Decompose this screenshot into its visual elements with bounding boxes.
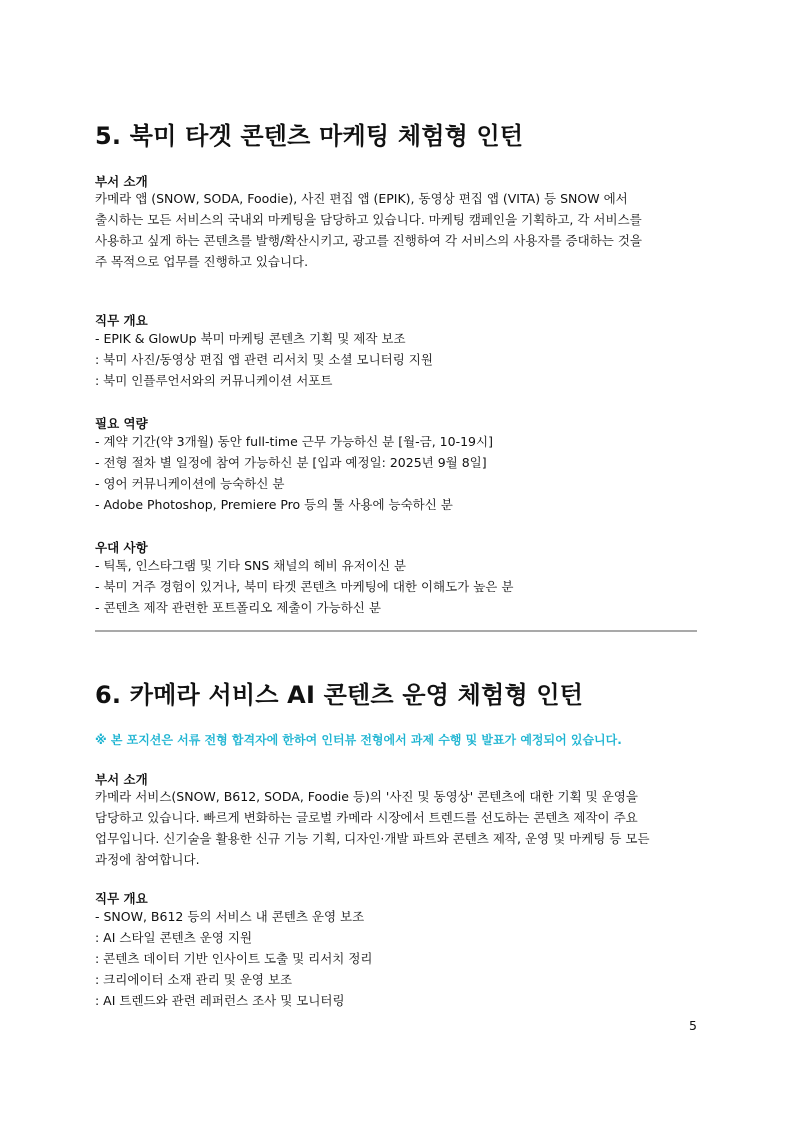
list-item: - 틱톡, 인스타그램 및 기타 SNS 채널의 헤비 유저이신 분 — [95, 558, 406, 573]
list-item: - SNOW, B612 등의 서비스 내 콘텐츠 운영 보조 — [95, 909, 365, 924]
page-number: 5 — [689, 1018, 697, 1033]
section6-notice: ※ 본 포지션은 서류 전형 합격자에 한하여 인터뷰 전형에서 과제 수행 및 발표가 예정되어 있습니다. — [95, 733, 622, 747]
section5-pref-list — [95, 555, 697, 618]
section6-job-heading: 직무 개요 — [95, 891, 148, 906]
section6-title: 6. 카메라 서비스 AI 콘텐츠 운영 체험형 인턴 — [95, 681, 584, 709]
paragraph-line: 사용하고 싶게 하는 콘텐츠를 발행/확산시키고, 광고를 진행하여 각 서비스의 사용자를 증대하는 것을 — [95, 233, 642, 248]
section-divider — [95, 630, 697, 632]
paragraph-line: 업무입니다. 신기술을 활용한 신규 기능 기획, 디자인·개발 파트와 콘텐츠 제작, 운영 및 마케팅 등 모든 — [95, 831, 650, 846]
section6-dept-heading: 부서 소개 — [95, 772, 148, 787]
paragraph-line: 카메라 앱 (SNOW, SODA, Foodie), 사진 편집 앱 (EPIK), 동영상 편집 앱 (VITA) 등 SNOW 에서 — [95, 191, 628, 206]
paragraph-line: 담당하고 있습니다. 빠르게 변화하는 글로벌 카메라 시장에서 트렌드를 선도하는 콘텐츠 제작이 주요 — [95, 810, 638, 825]
section6-job-list — [95, 906, 697, 1011]
section5-req-list — [95, 431, 697, 515]
list-item: - 북미 거주 경험이 있거나, 북미 타겟 콘텐츠 마케팅에 대한 이해도가 높은 분 — [95, 579, 514, 594]
list-item: : AI 스타일 콘텐츠 운영 지원 — [95, 930, 253, 945]
list-item: - 콘텐츠 제작 관련한 포트폴리오 제출이 가능하신 분 — [95, 600, 381, 615]
paragraph-line: 출시하는 모든 서비스의 국내외 마케팅을 담당하고 있습니다. 마케팅 캠페인을 기획하고, 각 서비스를 — [95, 212, 642, 227]
list-item: - 계약 기간(약 3개월) 동안 full-time 근무 가능하신 분 [월-금, 10-19시] — [95, 434, 493, 449]
section5-dept-paragraph — [95, 188, 697, 272]
section5-title: 5. 북미 타겟 콘텐츠 마케팅 체험형 인턴 — [95, 122, 524, 150]
paragraph-line: 카메라 서비스(SNOW, B612, SODA, Foodie 등)의 '사진 및 동영상' 콘텐츠에 대한 기획 및 운영을 — [95, 789, 638, 804]
list-item: : 북미 사진/동영상 편집 앱 관련 리서치 및 소셜 모니터링 지원 — [95, 352, 433, 367]
list-item: - EPIK & GlowUp 북미 마케팅 콘텐츠 기획 및 제작 보조 — [95, 331, 406, 346]
list-item: - 전형 절차 별 일정에 참여 가능하신 분 [입과 예정일: 2025년 9월 8일] — [95, 455, 487, 470]
section5-job-heading: 직무 개요 — [95, 313, 148, 328]
list-item: : 크리에이터 소재 관리 및 운영 보조 — [95, 972, 293, 987]
section5-pref-heading: 우대 사항 — [95, 540, 148, 555]
section6-dept-paragraph — [95, 786, 697, 870]
paragraph-line: 주 목적으로 업무를 진행하고 있습니다. — [95, 254, 309, 269]
section5-req-heading: 필요 역량 — [95, 416, 148, 431]
section5-job-list — [95, 328, 697, 391]
paragraph-line: 과정에 참여합니다. — [95, 852, 200, 867]
list-item: : 콘텐츠 데이터 기반 인사이트 도출 및 리서치 정리 — [95, 951, 373, 966]
list-item: - Adobe Photoshop, Premiere Pro 등의 툴 사용에 능숙하신 분 — [95, 497, 453, 512]
list-item: : 북미 인플루언서와의 커뮤니케이션 서포트 — [95, 373, 333, 388]
list-item: : AI 트렌드와 관련 레퍼런스 조사 및 모니터링 — [95, 993, 345, 1008]
list-item: - 영어 커뮤니케이션에 능숙하신 분 — [95, 476, 285, 491]
section5-dept-heading: 부서 소개 — [95, 174, 148, 189]
